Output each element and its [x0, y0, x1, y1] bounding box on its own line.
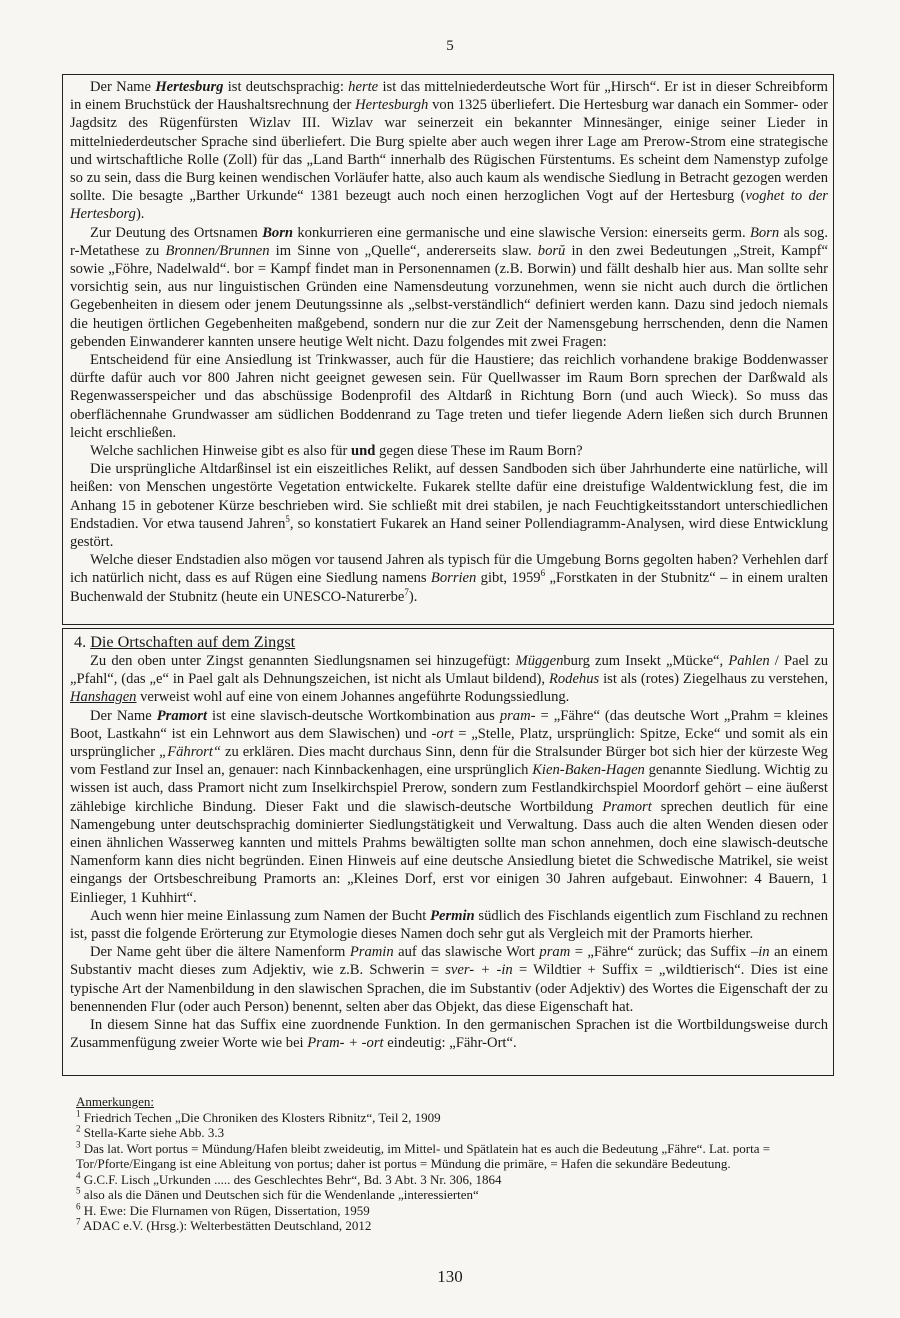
text-run: in den zwei Bedeutungen „Streit, Kampf“ sowie „Föhre, Nadelwald“. bor = Kampf findet man in Personennamen (z.B. Borwin) und fällt deshalb hier aus. Man sollte sehr vorsichtig sein, aus nur linguistischen Gründen eine Namensdeutung vorzunehmen, wenn sie nicht auch durch die örtlichen Gegebenheiten in diesem oder jenem Deutungssinne als „selbst-verständlich“ definiert werden kann. Dazu sind jedoch niemals die heutigen örtlichen Gegebenheiten maßgebend, sondern nur die zur Zeit der Namensgebung herrschenden, denn die Namen gebenden Einwanderer kannten unsere heutige Welt nicht. Dazu folgendes mit zwei Fragen: — [70, 242, 828, 350]
text-run: = Wildtier + Suffix = „wildtierisch“. Dies ist eine typische Art der Namenbildung in den slawischen Sprachen, die im Substantiv (oder Adjektiv) des Wortes die Eigenschaft der zu benennenden Flur (oder auch Person) benennt, selten aber das Objekt, das diese Eigenschaft hat. — [70, 962, 828, 1015]
paragraph — [70, 652, 828, 707]
text-run: herte — [348, 79, 379, 95]
footnote-list — [76, 1110, 836, 1234]
text-run: pram- — [499, 707, 536, 724]
footnote-number: 2 — [76, 1123, 81, 1134]
text-run: gegen diese These im Raum Born? — [375, 443, 583, 460]
text-run: Hanshagen — [70, 689, 137, 706]
text-run: ist als (rotes) Ziegelhaus zu verstehen, — [599, 671, 829, 688]
footnote-item — [76, 1187, 836, 1203]
paragraph — [70, 551, 828, 606]
text-run: Entscheidend für eine Ansiedlung ist Trinkwasser, auch für die Haustiere; das reichlich vorhandene brakige Boddenwasser dürfte dafür auch vor 800 Jahren nicht geeignet gewesen sein. Für Quellwasser im Raum Born sprechen der Darßwald als Regenwasserspeicher und das abschüssige Bodenprofil des Altdarß in Richtung Born (und auch Wieck). So muss das oberflächennahe Grundwasser am südlichen Boddenrand zu Tage treten und tiefer liegende Adern ließen sich durch Brunnen leicht erschließen. — [70, 352, 828, 441]
text-run: genannte Siedlung. Wichtig zu wissen ist auch, dass Pramort nicht zum Inselkirchspiel Prerow, sondern zum Festlandkirchspiel Moordorf gehört – eine äußerst zählebige kirchliche Bindung. Dieser Fakt und die slawisch-deutsche Wortbildung — [70, 762, 828, 815]
text-run: „Fährort“ — [159, 744, 222, 761]
text-run: borŭ — [537, 242, 566, 259]
footnote-ref: 6 — [540, 568, 546, 579]
paragraph — [70, 460, 828, 551]
footnote-item — [76, 1172, 836, 1188]
text-run: Pramort — [602, 798, 652, 815]
text-run: Auch wenn hier meine Einlassung zum Namen der Bucht — [90, 907, 431, 924]
section-title: Die Ortschaften auf dem Zingst — [90, 633, 296, 651]
text-run: als sog. r-Metathese zu — [70, 224, 828, 259]
text-run: Permin — [430, 907, 475, 924]
text-box-zingst — [62, 628, 834, 1076]
text-run: = „Fähre“ (das deutsche Wort „Prahm = kleines Boot, Lastkahn“ ist ein Lehnwort aus dem Slawischen) und — [70, 707, 828, 742]
footnotes-heading: Anmerkungen: — [76, 1094, 154, 1109]
section-heading — [74, 632, 828, 652]
text-run: = „Fähre“ zurück; das Suffix — [570, 944, 751, 961]
text-run: Borrien — [430, 570, 477, 587]
text-run: pram — [539, 944, 571, 961]
text-run: Welche dieser Endstadien also mögen vor tausend Jahren als typisch für die Umgebung Borns gegolten haben? Verhehlen darf ich natürlich nicht, dass es auf Rügen eine Siedlung namens — [70, 552, 828, 587]
text-run: ist deutschsprachig: — [223, 79, 349, 95]
footnote-number: 3 — [76, 1139, 81, 1150]
text-run: , so konstatiert Fukarek an Hand seiner Pollendiagramm-Analysen, wird diese Entwicklung gestört. — [70, 515, 828, 551]
text-run: Der Name — [90, 79, 156, 95]
text-run: und — [351, 443, 376, 460]
text-run: Zur Deutung des Ortsnamen — [90, 224, 263, 241]
footnote-ref: 7 — [404, 586, 409, 597]
paragraph — [70, 442, 828, 460]
footnote-number: 1 — [76, 1108, 81, 1119]
footnote-number: 7 — [76, 1216, 81, 1227]
text-run: / Pael zu „Pfahl“, (das „e“ in Pael galt als Dehnungszeichen, ist nicht als Umlaut bildend), — [70, 653, 829, 688]
text-run: -ort — [431, 725, 454, 742]
text-run: eindeutig: „Fähr-Ort“. — [383, 1035, 517, 1052]
text-run: von 1325 überliefert. Die Hertesburg war danach ein Sommer- oder Jagdsitz des Rügenfürsten Wizlav III. Wizlav war seinerzeit ein bekannter Minnesänger, einige seiner Lieder in mittelniederdeutscher Sprache sind überliefert. Die Burg spielte aber auch wegen ihrer Lage am Prerow-Strom eine strategische und wirtschaftliche Rolle (Zoll) für das „Land Barth“ innerhalb des Rügischen Fürstentums. Es scheint dem Namenstyp zufolge so zu sein, dass die Burg keinen wendischen Vorläufer hatte, also auch kaum als wendische Siedlung in Betracht gezogen werden sollte. Die besagte „Barther Urkunde“ 1381 bezeugt auch noch einen herzoglichen Vogt auf der Hertesburg ( — [70, 97, 829, 205]
text-run: gibt, 1959 — [476, 570, 541, 587]
text-run: Welche sachlichen Hinweise gibt es also für — [90, 443, 352, 460]
section-number: 4. — [74, 633, 87, 651]
text-run: = „Stelle, Platz, ursprünglich: Spitze, Ecke“ und somit als ein ursprünglicher — [70, 725, 828, 761]
text-run: sver- + -in — [445, 962, 513, 979]
footnote-item — [76, 1218, 836, 1234]
footnote-item — [76, 1125, 836, 1141]
text-run: „Forstkaten in der Stubnitz“ – in einem uralten Buchenwald der Stubnitz (heute ein UNESCO-Naturerbe — [70, 570, 828, 605]
footnote-item — [76, 1141, 836, 1172]
text-run: auf das slawische Wort — [393, 944, 540, 961]
text-run: –in — [750, 944, 770, 961]
footnote-item — [76, 1110, 836, 1126]
text-run: sprechen deutlich für eine Namengebung unter deutschsprachig dominierter Siedlungstätigkeit und Verwaltung. Dass auch die alten Wenden diesen oder einen ähnlichen Wasserweg kannten und mittels Prahms bewältigten sollte man schon annehmen, doch eine slawisch-deutsche Namenform kann dies nicht begründen. Einen Hinweis auf eine deutsche Ansiedlung bietet die Schwedische Matrikel, sie weist eingangs der Ortsbeschreibung Pramorts an: „Kleines Dorf, erst vor einigen 30 Jahren aufgebaut. Einwohner: 4 Bauern, 1 Einlieger, 1 Kuhhirt“. — [70, 798, 828, 906]
paragraph — [70, 224, 828, 351]
footnote-text: also als die Dänen und Deutschen sich für die Wendenlande „interessierten“ — [80, 1187, 479, 1202]
text-run: ). — [408, 588, 418, 605]
footnote-text: H. Ewe: Die Flurnamen von Rügen, Dissertation, 1959 — [80, 1202, 370, 1218]
footnote-text: Friedrich Techen „Die Chroniken des Klosters Ribnitz“, Teil 2, 1909 — [80, 1109, 441, 1125]
text-run: Bronnen/Brunnen — [165, 242, 270, 259]
paragraph — [70, 943, 828, 1016]
paragraph — [70, 351, 828, 442]
text-run: verweist wohl auf eine von einem Johannes angeführte Rodungssiedlung. — [136, 689, 570, 706]
footnote-text: Stella-Karte siehe Abb. 3.3 — [80, 1125, 225, 1140]
text-run: Rodehus — [548, 671, 600, 688]
text-run: ist das mittelniederdeutsche Wort für „Hirsch“. Er ist in dieser Schreibform in einem Bruchstück der Haushaltsrechnung der — [70, 79, 828, 114]
paragraph — [70, 907, 828, 943]
paragraph — [70, 1016, 828, 1052]
text-run: burg zum Insekt „Mücke“, — [563, 653, 729, 669]
footnote-number: 5 — [76, 1185, 81, 1196]
text-run: ). — [135, 206, 145, 223]
text-run: voghet to der Hertesborg — [70, 188, 828, 223]
text-run: Born — [749, 224, 780, 241]
text-run: Die ursprüngliche Altdarßinsel ist ein eiszeitliches Relikt, auf dessen Sandboden sich über Jahrhunderte eine natürliche, will heißen: von Menschen ungestörte Vegetation entwickelte. Fukarek stellte dafür eine dreistufige Waldentwicklung fest, die im Anhang 15 in gebotener Kürze beschrieben wird. Sie schließt mit drei stabilen, je nach Feuchtigkeitsstandort unterschiedlichen Endstadien. Vor etwa tausend Jahren — [70, 461, 828, 532]
text-run: Hertesburgh — [355, 97, 429, 114]
text-run: Zu den oben unter Zingst genannten Siedlungsnamen sei hinzugefügt: — [90, 653, 516, 669]
footnote-item — [76, 1203, 836, 1219]
text-run: Müggen — [515, 653, 564, 669]
footnotes — [76, 1094, 836, 1234]
text-run: Born — [262, 224, 294, 241]
page-number-bottom: 130 — [437, 1267, 463, 1286]
text-run: Hertesburg — [155, 79, 224, 95]
paragraph — [70, 707, 828, 907]
text-run: ist eine slavisch-deutsche Wortkombination aus — [207, 707, 500, 724]
footnote-number: 6 — [76, 1201, 81, 1212]
footnote-number: 4 — [76, 1170, 81, 1181]
text-run: Der Name — [90, 707, 157, 724]
box1-body — [70, 78, 828, 606]
footnote-text: Das lat. Wort portus = Mündung/Hafen bleibt zweideutig, im Mittel- und Spätlatein hat es auch die Bedeutung „Fähre“. Lat. porta = Tor/Pforte/Eingang ist eine Ableitung von portus; daher ist portus = Mündung die primäre, = Hafen die sekundäre Bedeutung. — [76, 1140, 771, 1171]
footnote-text: ADAC e.V. (Hrsg.): Welterbestätten Deutschland, 2012 — [80, 1218, 372, 1233]
text-run: Kien-Baken-Hagen — [532, 762, 645, 779]
text-run: an einem Substantiv macht dieses zum Adjektiv, wie z.B. Schwerin = — [70, 944, 828, 979]
text-run: Pahlen — [728, 653, 770, 669]
text-run: Pram- + -ort — [307, 1035, 384, 1052]
text-box-born-hertesburg — [62, 74, 834, 625]
text-run: konkurrieren eine germanische und eine slawische Version: einerseits germ. — [293, 224, 750, 241]
text-run: Der Name geht über die ältere Namenform — [90, 944, 350, 961]
text-run: In diesem Sinne hat das Suffix eine zuordnende Funktion. In den germanischen Sprachen ist die Wortbildungsweise durch Zusammenfügung zweier Worte wie bei — [70, 1017, 828, 1052]
footnote-ref: 5 — [285, 514, 290, 525]
text-run: im Sinne von „Quelle“, andererseits slaw. — [269, 242, 538, 259]
text-run: südlich des Fischlands eigentlich zum Fischland zu rechnen ist, passt die folgende Erörterung zur Etymologie dieses Namen doch sehr gut als Vergleich mit der Pramorts hierher. — [70, 907, 829, 943]
paragraph — [70, 78, 828, 224]
text-run: Pramin — [349, 944, 394, 961]
text-run: Pramort — [156, 707, 208, 724]
box2-body — [70, 652, 828, 1052]
page-number-top: 5 — [446, 38, 454, 54]
footnote-text: G.C.F. Lisch „Urkunden ..... des Geschlechtes Behr“, Bd. 3 Abt. 3 Nr. 306, 1864 — [80, 1171, 502, 1187]
text-run: zu erklären. Dies macht durchaus Sinn, denn für die Stralsunder Bürger bot sich hier der kürzeste Weg vom Festland zur Insel an, genauer: nach Kinnbackenhagen, eine ursprünglich — [70, 744, 828, 779]
